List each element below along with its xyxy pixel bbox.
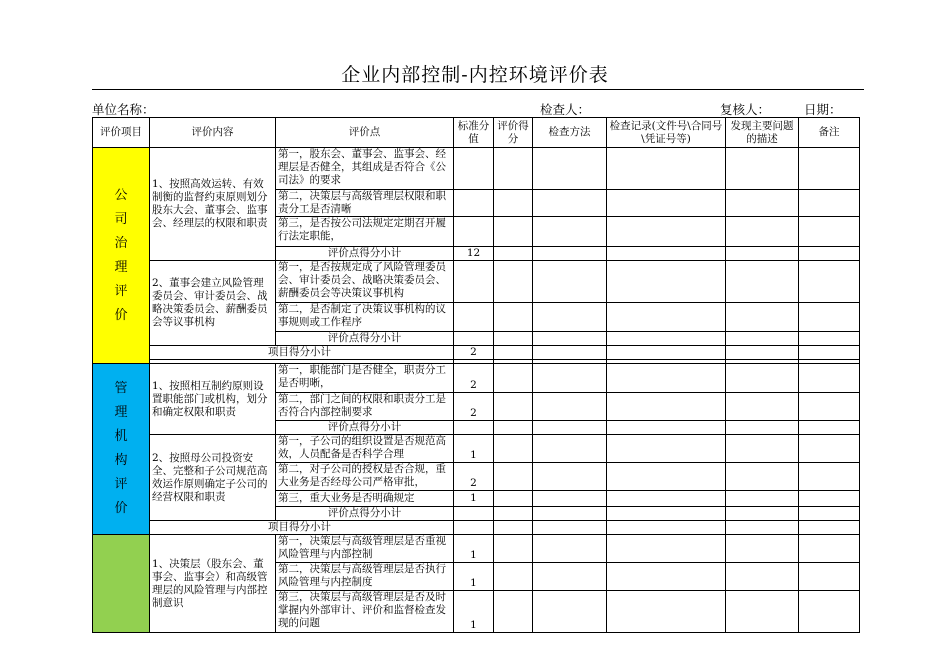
header-standard: 标准分值 (454, 118, 494, 148)
point-s1-1-2: 第二，决策层与高级管理层权限和职责分工是否清晰 (276, 190, 454, 217)
unit-name-label: 单位名称： (92, 102, 155, 117)
inspector-label: 检查人： (540, 102, 591, 117)
point-s3-1-1: 第一，决策层与高级管理层是否重视风险管理与内部控制 (276, 535, 454, 563)
header-score: 评价得分 (494, 118, 533, 148)
table-row: 管 理 机 构 评 价 1、按照相互制约原则设置职能部门或机构，划分和确定权限和职责 第一，职能部门是否健全，职责分工是否明晰， 2 (93, 364, 860, 393)
table-row: 第二，部门之间的权限和职责分工是否符合内部控制要求 2 (93, 393, 860, 421)
header-content: 评价内容 (150, 118, 276, 148)
subtotal-score-s1-1: 12 (454, 247, 494, 261)
title-underline (92, 89, 864, 90)
point-s1-1-3: 第三，是否按公司法规定定期召开履行法定职能， (276, 217, 454, 247)
header-row (93, 118, 860, 148)
header-record: 检查记录(文件号\合同号\凭证号等) (607, 118, 726, 148)
table-row: 第二，决策层与高级管理层是否执行风险管理与内控制度 1 (93, 563, 860, 591)
header-issues: 发现主要问题的描述 (726, 118, 799, 148)
page-title: 企业内部控制-内控环境评价表 (341, 64, 609, 86)
point-s3-1-3: 第三，决策层与高级管理层是否及时掌握内外部审计、评价和监督检查发现的问题 (276, 591, 454, 633)
header-remark: 备注 (799, 118, 860, 148)
section-company-governance: 公 司 治 理 评 价 (93, 148, 150, 364)
project-subtotal-row (93, 346, 860, 360)
header-method: 检查方法 (533, 118, 607, 148)
section-management-organization: 管 理 机 构 评 价 (93, 364, 150, 535)
table-row (93, 148, 860, 190)
content-s1-2: 2、董事会建立风险管理委员会、审计委员会、战略决策委员会、薪酬委员会等议事机构 (150, 261, 276, 346)
reviewer-label: 复核人： (720, 102, 771, 117)
point-s2-2-2: 第二，对子公司的授权是否合规，重大业务是否经母公司严格审批， (276, 463, 454, 491)
table-row: 第三，决策层与高级管理层是否及时掌握内外部审计、评价和监督检查发现的问题 1 (93, 591, 860, 633)
evaluation-table (92, 117, 860, 633)
subtotal-s2-2: 评价点得分小计 (276, 507, 454, 521)
table-row: 1、决策层（股东会、董事会、监事会）和高级管理层的风险管理与内部控制意识 第一，决策层与高级管理层是否重视风险管理与内部控制 1 (93, 535, 860, 563)
point-s1-1-1: 第一，股东会、董事会、监事会、经理层是否健全，其组成是否符合《公司法》的要求 (276, 148, 454, 190)
project-subtotal-s1: 项目得分小计 (150, 346, 454, 360)
subtotal-s1-1: 评价点得分小计 (276, 247, 454, 261)
content-s1-1: 1、按照高效运转、有效制衡的监督约束原则划分股东大会、董事会、监事会、经理层的权限和职责 (150, 148, 276, 261)
header-point: 评价点 (276, 118, 454, 148)
point-s1-2-1: 第一，是否按规定成了风险管理委员会、审计委员会、战略决策委员会、薪酬委员会等决策议事机构 (276, 261, 454, 303)
table-row: 2、按照母公司投资安全、完整和子公司规范高效运作原则确定子公司的经营权限和职责 第一，子公司的组织设置是否规范高效，人员配备是否科学合理 1 (93, 435, 860, 463)
point-s2-2-1: 第一，子公司的组织设置是否规范高效，人员配备是否科学合理 (276, 435, 454, 463)
content-s3-1: 1、决策层（股东会、董事会、监事会）和高级管理层的风险管理与内部控制意识 (150, 535, 276, 633)
header-item: 评价项目 (93, 118, 150, 148)
point-s2-1-1: 第一，职能部门是否健全，职责分工是否明晰， (276, 364, 454, 393)
content-s2-2: 2、按照母公司投资安全、完整和子公司规范高效运作原则确定子公司的经营权限和职责 (150, 435, 276, 521)
project-subtotal-s2: 项目得分小计 (150, 521, 454, 535)
date-label: 日期： (804, 102, 842, 117)
content-s2-1: 1、按照相互制约原则设置职能部门或机构，划分和确定权限和职责 (150, 364, 276, 435)
section-third (93, 535, 150, 633)
subtotal-s1-2: 评价点得分小计 (276, 332, 454, 346)
subtotal-s2-1: 评价点得分小计 (276, 421, 454, 435)
point-s2-1-2: 第二，部门之间的权限和职责分工是否符合内部控制要求 (276, 393, 454, 421)
table-row (93, 261, 860, 303)
table-row: 第三，重大业务是否明确规定 1 (93, 491, 860, 507)
table-row: 第二，对子公司的授权是否合规，重大业务是否经母公司严格审批， 2 (93, 463, 860, 491)
project-subtotal-score-s1: 2 (454, 346, 494, 360)
project-subtotal-row (93, 521, 860, 535)
point-s2-2-3: 第三，重大业务是否明确规定 (276, 491, 454, 507)
point-s3-1-2: 第二，决策层与高级管理层是否执行风险管理与内控制度 (276, 563, 454, 591)
point-s1-2-2: 第二，是否制定了决策议事机构的议事规则或工作程序 (276, 303, 454, 332)
